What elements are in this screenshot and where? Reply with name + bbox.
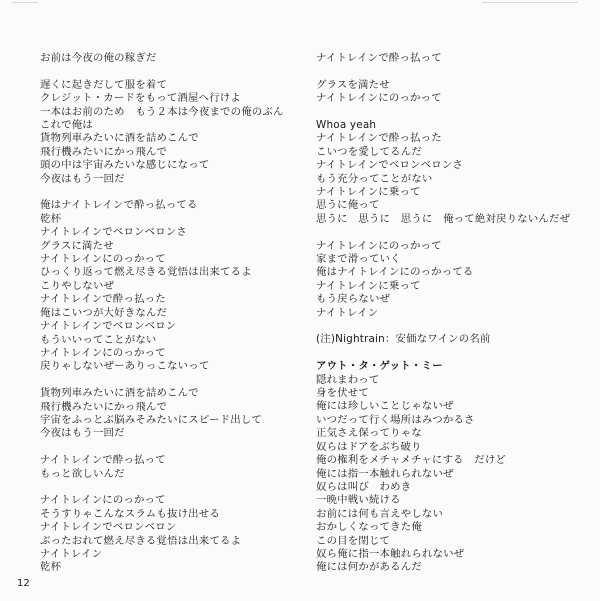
lyric-stanza	[40, 79, 290, 186]
lyric-line: 貨物列車みたいに酒を詰めこんで	[40, 387, 199, 400]
lyric-line: この目を閉じて	[316, 534, 391, 547]
lyric-line: ナイトレインにのっかって	[316, 239, 442, 252]
lyric-line: 奴らはドアをぶち破り	[316, 440, 422, 453]
scan-artifact	[12, 2, 38, 3]
lyric-line: 乾杯	[40, 212, 62, 225]
lyric-line: ナイトレインに乗って	[316, 186, 421, 199]
lyric-line: 俺には指一本触れられないぜ	[316, 467, 454, 480]
lyric-stanza	[316, 333, 586, 346]
lyric-stanza	[316, 52, 586, 65]
lyric-line: 隠れまわって	[316, 373, 380, 386]
lyric-line: 今夜はもう一回だ	[40, 172, 125, 185]
lyric-line: 思うに俺って	[316, 199, 380, 212]
scan-artifact	[482, 2, 578, 3]
lyric-line: いつだって行く場所はみつかるさ	[316, 413, 475, 426]
lyric-line: もう戻らないぜ	[316, 293, 391, 306]
lyric-line: おかしくなってきた俺	[316, 521, 422, 534]
lyric-stanza	[40, 199, 290, 373]
lyric-line: ナイトレインでベロンベロンさ	[316, 159, 464, 172]
lyric-line: 俺はこいつが大好きなんだ	[40, 306, 168, 319]
lyric-line: ナイトレインにのっかって	[316, 92, 442, 105]
lyric-line: ひっくり返って燃え尽きる覚悟は出来てるよ	[40, 266, 252, 279]
song-title: アウト・タ・ゲット・ミー	[316, 360, 443, 373]
lyric-line: 戻りゃしないぜーありっこないって	[40, 360, 210, 373]
lyric-line: ナイトレインで酔っ払って	[40, 454, 166, 467]
lyric-line: お前は今夜の俺の稼ぎだ	[40, 52, 157, 64]
lyric-line: 思うに 思うに 思うに 俺って絶対戻りないんだぜ	[316, 212, 571, 225]
lyric-line: ナイトレインで酔っ払って	[316, 52, 442, 64]
lyric-line: もっと欲しいんだ	[40, 467, 125, 480]
lyric-line: グラスに満たせ	[40, 239, 114, 252]
lyric-line: こりやしないぜ	[40, 279, 115, 292]
lyric-line: クレジット・カードをもって酒屋へ行けよ	[40, 92, 241, 105]
lyric-line: 正気さえ保ってりゃな	[316, 427, 422, 440]
lyric-line: 一晩中戦い続ける	[316, 494, 401, 507]
lyric-line: 俺の権利をメチャメチャにする だけど	[316, 454, 507, 467]
lyric-line: こいつを愛してるんだ	[316, 145, 422, 158]
lyric-line: ナイトレインにのっかって	[40, 494, 166, 507]
lyric-line: 身を伏せて	[316, 387, 369, 400]
lyric-line: 俺には珍しいことじゃないぜ	[316, 400, 454, 413]
lyric-line: ナイトレインにのっかって	[40, 253, 166, 266]
lyric-stanza	[40, 52, 290, 65]
song-block	[316, 360, 586, 575]
lyric-line: グラスを満たせ	[316, 78, 390, 91]
lyric-line: 一本はお前のため もう２本は今夜までの俺のぶん	[40, 105, 284, 118]
lyric-line: ナイトレインにのっかって	[40, 346, 166, 359]
lyric-line: ナイトレインで酔っ払った	[316, 132, 442, 145]
lyric-line: これで俺は	[40, 119, 93, 132]
lyric-stanza	[40, 494, 290, 574]
lyric-line: 乾杯	[40, 561, 62, 574]
lyric-line: 家まで滑っていく	[316, 253, 401, 266]
lyric-line: Whoa yeah	[316, 119, 377, 131]
lyric-line: 俺はナイトレインで酔っ払ってる	[40, 199, 198, 212]
lyric-line: 俺はナイトレインにのっかってる	[316, 266, 474, 279]
lyric-line: 奴らは叫び わめき	[316, 480, 412, 493]
lyric-stanza	[316, 119, 586, 226]
lyric-line: お前には何も言えやしない	[316, 507, 444, 520]
left-lyrics-column	[40, 52, 290, 588]
lyric-line: 遅くに起きだして服を着て	[40, 78, 168, 91]
lyric-line: 飛行機みたいにかっ飛んで	[40, 145, 168, 158]
lyric-line: ナイトレインでベロンベロン	[40, 320, 177, 333]
lyric-stanza	[40, 387, 290, 441]
lyric-stanza	[316, 79, 586, 106]
lyric-stanza	[316, 240, 586, 320]
lyric-line: (注)Nightrain：安価なワインの名前	[316, 333, 491, 346]
lyric-line: 貨物列車みたいに酒を詰めこんで	[40, 132, 199, 145]
lyric-line: ぶったおれて燃え尽きる覚悟は出来てるよ	[40, 534, 242, 547]
lyric-line: 俺には何かがあるんだ	[316, 561, 422, 574]
lyric-line: ナイトレインに乗って	[316, 279, 421, 292]
lyric-line: 飛行機みたいにかっ飛んで	[40, 400, 168, 413]
lyric-line: 宇宙をふっとぶ脳みそみたいにスピード出して	[40, 413, 262, 426]
lyric-line: そうすりゃこんなスラムも抜け出せる	[40, 507, 220, 520]
right-lyrics-column	[316, 52, 586, 588]
lyric-line: 奴ら俺に指一本触れられないぜ	[316, 547, 465, 560]
lyric-stanza	[40, 454, 290, 481]
lyric-line: もういいってことがない	[40, 333, 157, 346]
lyric-line: 今夜はもう一回だ	[40, 427, 125, 440]
lyric-line: 頭の中は宇宙みたいな感じになって	[40, 159, 210, 172]
lyric-line: もう充分ってことがない	[316, 172, 433, 185]
page-number: 12	[17, 578, 30, 589]
lyric-line: ナイトレイン	[316, 306, 379, 319]
lyric-line: ナイトレインでベロンベロンさ	[40, 226, 188, 239]
lyric-line: ナイトレインで酔っ払った	[40, 293, 166, 306]
lyric-line: ナイトレインでベロンベロン	[40, 521, 177, 534]
lyric-line: ナイトレイン	[40, 547, 103, 560]
